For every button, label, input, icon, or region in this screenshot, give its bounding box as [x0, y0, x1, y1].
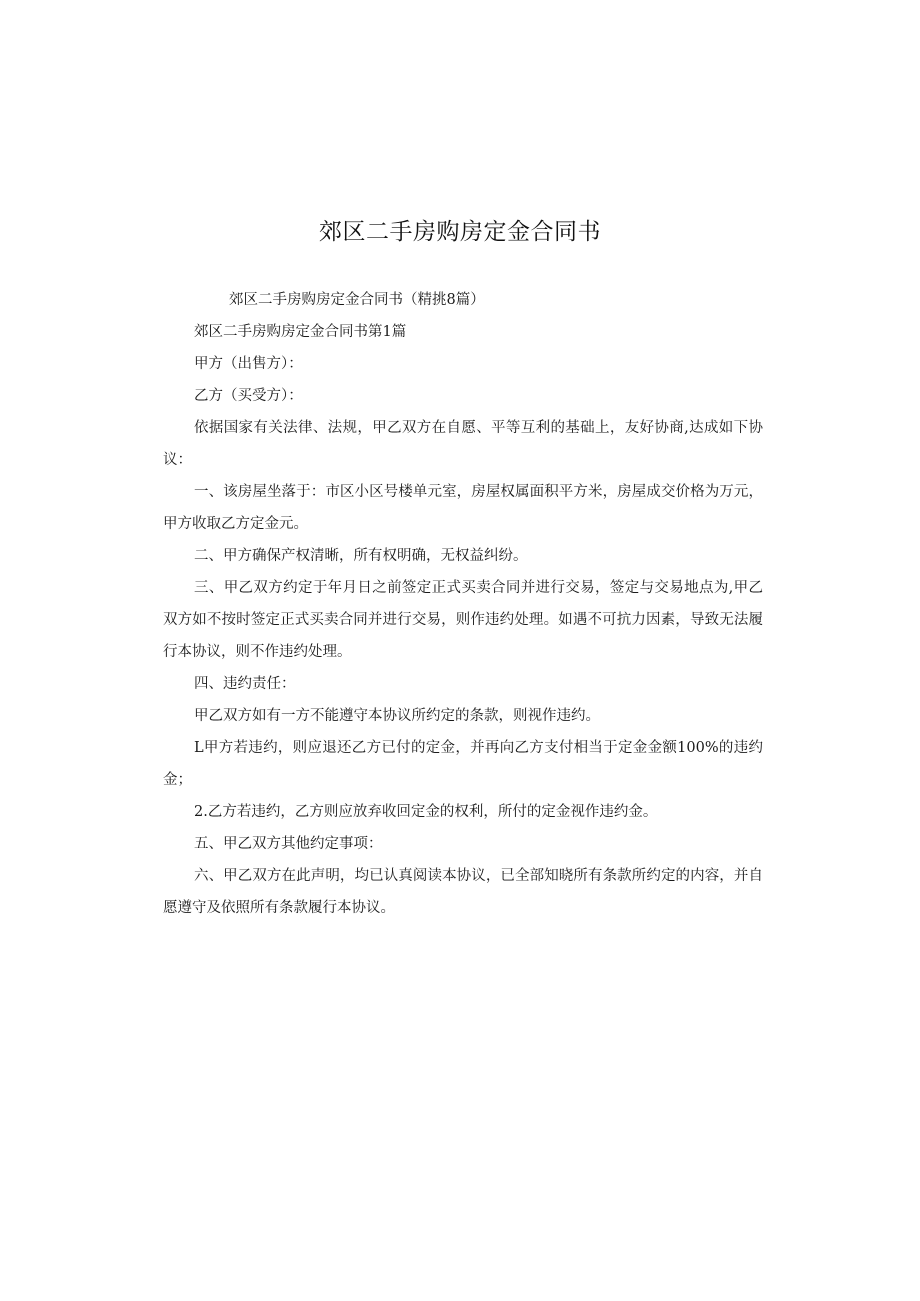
- clause-6: 六、甲乙双方在此声明，均已认真阅读本协议，已全部知晓所有条款所约定的内容，并自愿遵守及依照所有条款履行本协议。: [163, 868, 763, 916]
- document-subtitle: 郊区二手房购房定金合同书（精挑8篇）: [229, 292, 485, 308]
- clause-4-item-1: L甲方若违约，则应退还乙方已付的定金，并再向乙方支付相当于定金金额100%的违约金；: [163, 740, 763, 788]
- party-a-line: 甲方（出售方）：: [194, 356, 303, 372]
- party-b-line: 乙方（买受方）：: [194, 388, 303, 404]
- preamble-paragraph: 依据国家有关法律、法规，甲乙双方在自愿、平等互利的基础上，友好协商,达成如下协议：: [163, 420, 763, 468]
- clause-3: 三、甲乙双方约定于年月日之前签定正式买卖合同并进行交易，签定与交易地点为,甲乙双方如不按时签定正式买卖合同并进行交易，则作违约处理。如遇不可抗力因素，导致无法履行本协议，则不作违约处理。: [163, 580, 763, 660]
- document-body: [163, 284, 763, 924]
- section-heading: 郊区二手房购房定金合同书第1篇: [194, 324, 407, 340]
- clause-1: 一、该房屋坐落于：市区小区号楼单元室，房屋权属面积平方米，房屋成交价格为万元，甲方收取乙方定金元。: [163, 484, 763, 532]
- clause-4-heading: 四、违约责任：: [194, 676, 296, 692]
- clause-5: 五、甲乙双方其他约定事项：: [194, 836, 383, 852]
- clause-4-text: 甲乙双方如有一方不能遵守本协议所约定的条款，则视作违约。: [194, 708, 600, 724]
- clause-4-item-2: 2.乙方若违约，乙方则应放弃收回定金的权利，所付的定金视作违约金。: [194, 804, 658, 820]
- clause-2: 二、甲方确保产权清晰，所有权明确，无权益纠纷。: [194, 548, 528, 564]
- document-title: 郊区二手房购房定金合同书: [319, 219, 601, 245]
